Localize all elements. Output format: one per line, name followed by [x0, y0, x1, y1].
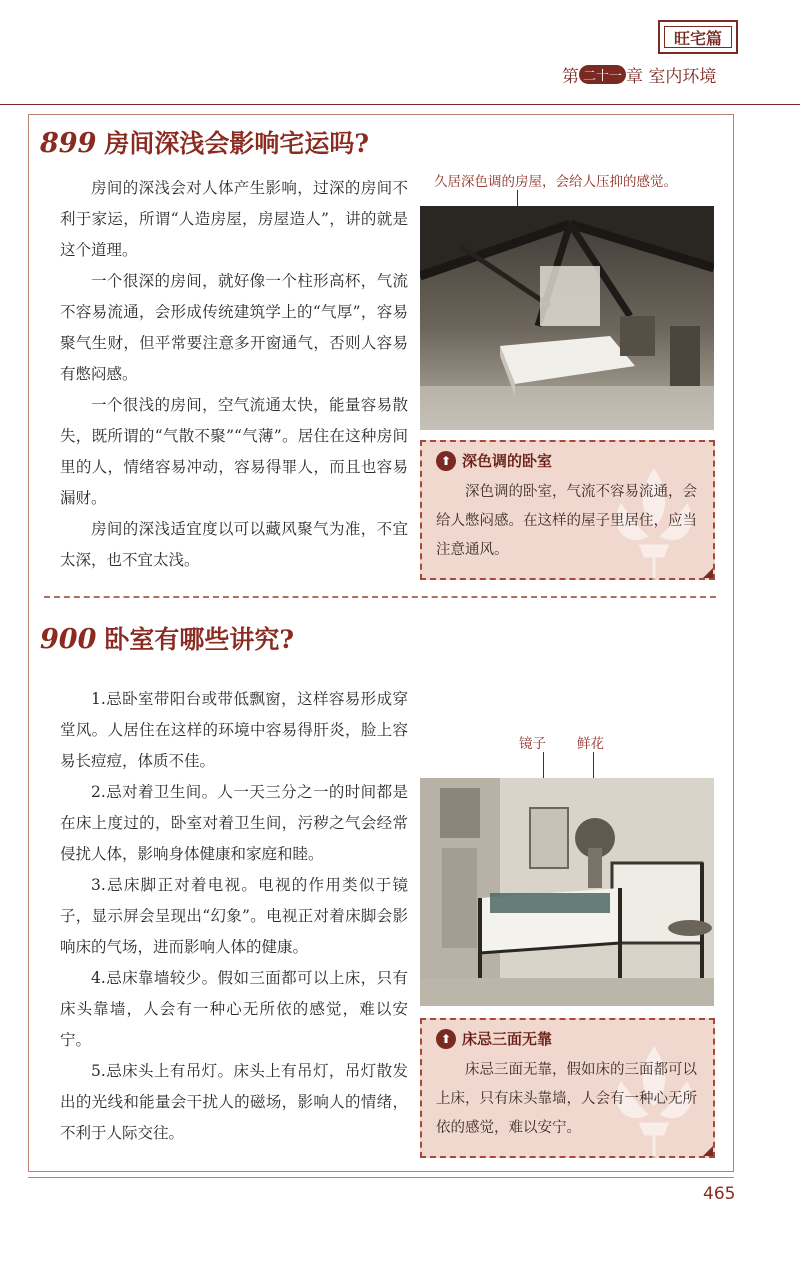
q900-number: 900: [40, 624, 97, 655]
box-corner: [703, 568, 713, 578]
box-corner: [703, 1146, 713, 1156]
q900-paragraph: 4.忌床靠墙较少。假如三面都可以上床，只有床头靠墙，人会有一种心无所依的感觉，难以安宁。: [60, 969, 408, 1049]
dark-bedroom-tip-title-text: 深色调的卧室: [462, 452, 553, 470]
q899-title: [40, 124, 369, 160]
q899-body: [60, 173, 408, 576]
chapter-number: 二十一: [579, 65, 626, 84]
bed-placement-tip-title: [436, 1028, 552, 1049]
footer-rule: [28, 1177, 734, 1178]
q900-paragraph: 1.忌卧室带阳台或带低飘窗，这样容易形成穿堂风。人居住在这样的环境中容易得肝炎，脸上容易长痘痘，体质不佳。: [60, 690, 408, 770]
mirror-label: 镜子: [519, 736, 546, 752]
q899-paragraph: 房间的深浅会对人体产生影响，过深的房间不利于家运，所谓“人造房屋，房屋造人”，讲的就是这个道理。: [60, 179, 408, 259]
chapter-title: [562, 62, 716, 87]
chapter-prefix: 第: [562, 67, 579, 87]
q899-number: 899: [40, 128, 97, 159]
q899-title-text: 房间深浅会影响宅运吗?: [104, 129, 370, 158]
q900-title-text: 卧室有哪些讲究?: [104, 625, 295, 654]
dark-bedroom-tip-box: [420, 440, 715, 580]
dark-bedroom-tip-title: [436, 450, 552, 471]
dark-bedroom-tip-text: 深色调的卧室，气流不容易流通，会给人憋闷感。在这样的屋子里居住，应当注意通风。: [436, 484, 697, 558]
section-badge-label: 旺宅篇: [664, 26, 732, 48]
flower-label: 鲜花: [577, 736, 604, 752]
section-badge: [658, 20, 738, 54]
chapter-suffix: 章 室内环境: [626, 67, 717, 87]
q900-paragraph: 3.忌床脚正对着电视。电视的作用类似于镜子，显示屏会呈现出“幻象”。电视正对着床脚会影响床的气场，进而影响人体的健康。: [60, 876, 408, 956]
header-rule: [0, 104, 800, 105]
page-number: 465: [703, 1184, 736, 1204]
up-arrow-icon: ⬆: [436, 451, 456, 471]
q899-paragraph: 房间的深浅适宜度以可以藏风聚气为准，不宜太深，也不宜太浅。: [60, 520, 408, 569]
q900-title: [40, 620, 294, 656]
q899-paragraph: 一个很浅的房间，空气流通太快，能量容易散失，既所谓的“气散不聚”“气薄”。居住在这种房间里的人，情绪容易冲动，容易得罪人，而且也容易漏财。: [60, 396, 408, 507]
q900-paragraph: 5.忌床头上有吊灯。床头上有吊灯，吊灯散发出的光线和能量会干扰人的磁场，影响人的情绪，不利于人际交往。: [60, 1062, 408, 1142]
bed-placement-tip-box: [420, 1018, 715, 1158]
attic-bedroom-photo: [420, 206, 714, 430]
section-divider: [44, 596, 716, 598]
bed-placement-tip-text: 床忌三面无靠，假如床的三面都可以上床，只有床头靠墙，人会有一种心无所依的感觉，难以安宁。: [436, 1062, 697, 1136]
up-arrow-icon: ⬆: [436, 1029, 456, 1049]
q900-body: [60, 684, 408, 1149]
q899-paragraph: 一个很深的房间，就好像一个柱形高杯，气流不容易流通，会形成传统建筑学上的“气厚”，容易聚气生财，但平常要注意多开窗通气，否则人容易有憋闷感。: [60, 272, 408, 383]
bed-placement-tip-title-text: 床忌三面无靠: [462, 1030, 553, 1048]
q900-paragraph: 2.忌对着卫生间。人一天三分之一的时间都是在床上度过的，卧室对着卫生间，污秽之气会经常侵扰人体，影响身体健康和家庭和睦。: [60, 783, 408, 863]
bedroom-photo: [420, 778, 714, 1006]
attic-photo-caption: 久居深色调的房屋，会给人压抑的感觉。: [434, 174, 677, 190]
